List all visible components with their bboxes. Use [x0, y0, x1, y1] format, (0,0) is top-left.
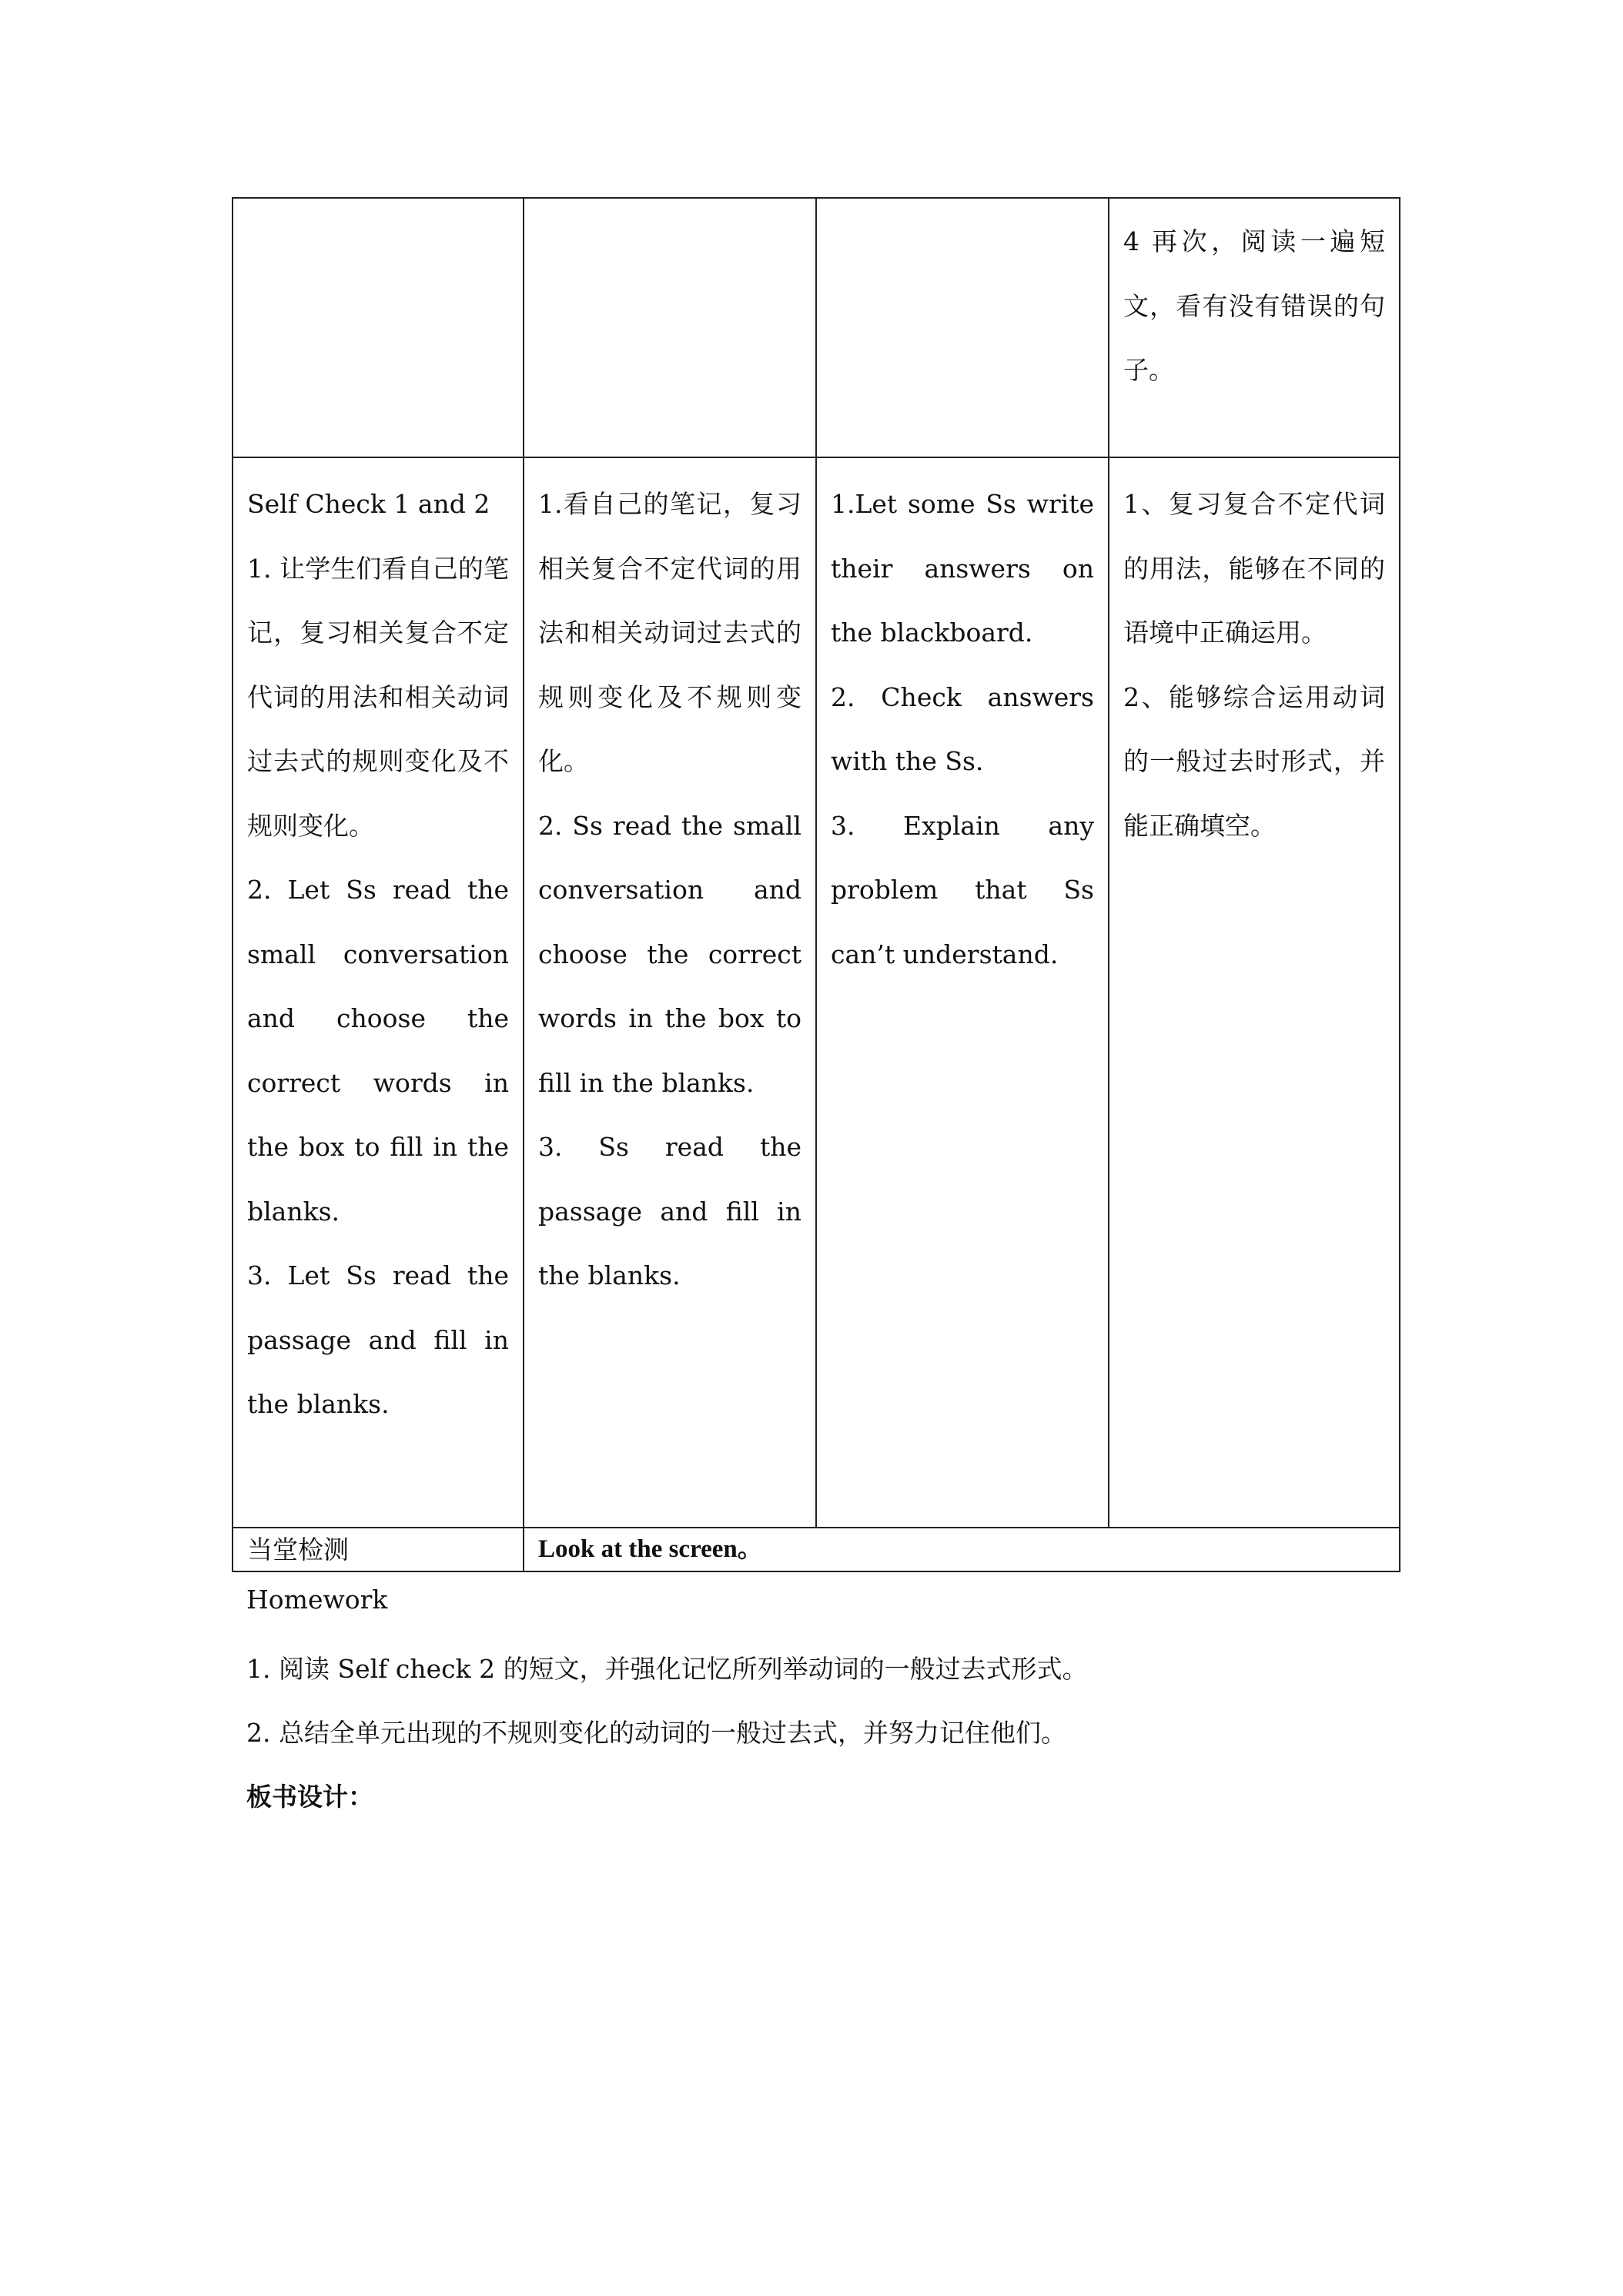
section-title: Self Check 1 and 2	[247, 489, 490, 519]
table-row	[233, 1528, 1399, 1571]
board-design-heading: 板书设计：	[246, 1782, 373, 1812]
cell-text: 2. Let Ss read the small conversation and choose the correct words in the box to fill in the blanks.	[247, 875, 509, 1227]
teacher-activity-cell	[233, 458, 524, 1527]
cell-text: 3. Let Ss read the passage and fill in the blanks.	[247, 1260, 509, 1419]
table-cell	[817, 199, 1109, 457]
cell-text: 1、复习复合不定代词的用法，能够在不同的语境中正确运用。	[1123, 489, 1385, 648]
homework-item: 1. 阅读 Self check 2 的短文，并强化记忆所列举动词的一般过去式形式。	[246, 1654, 1088, 1684]
cell-text: 1. 让学生们看自己的笔记，复习相关复合不定代词的用法和相关动词过去式的规则变化及不规则变化。	[247, 553, 509, 841]
method-cell	[817, 458, 1109, 1527]
table-row	[233, 199, 1399, 458]
cell-text: 2. Ss read the small conversation and choose the correct words in the box to fill in the blanks.	[538, 810, 801, 1098]
cell-text: 4 再次，阅读一遍短文，看有没有错误的句子。	[1123, 226, 1385, 385]
cell-text: 2、能够综合运用动词的一般过去时形式，并能正确填空。	[1123, 681, 1385, 841]
cell-text: 2. Check answers with the Ss.	[831, 681, 1094, 776]
row-label: 当堂检测	[233, 1528, 524, 1571]
cell-text: 1.看自己的笔记，复习相关复合不定代词的用法和相关动词过去式的规则变化及不规则变化。	[538, 489, 801, 776]
table-cell	[1109, 199, 1399, 457]
lesson-plan-table	[232, 197, 1400, 1572]
cell-text: 3. Explain any problem that Ss can’t understand.	[831, 810, 1094, 969]
purpose-cell	[1109, 458, 1399, 1527]
cell-text: 1.Let some Ss write their answers on the blackboard.	[831, 489, 1094, 648]
student-activity-cell	[524, 458, 817, 1527]
table-cell	[233, 199, 524, 457]
row-content: Look at the screen。	[538, 1535, 763, 1563]
cell-text: 3. Ss read the passage and fill in the blanks.	[538, 1132, 801, 1290]
homework-heading: Homework	[246, 1585, 388, 1615]
table-cell	[524, 199, 817, 457]
homework-item: 2. 总结全单元出现的不规则变化的动词的一般过去式，并努力记住他们。	[246, 1718, 1066, 1748]
table-row	[233, 458, 1399, 1528]
